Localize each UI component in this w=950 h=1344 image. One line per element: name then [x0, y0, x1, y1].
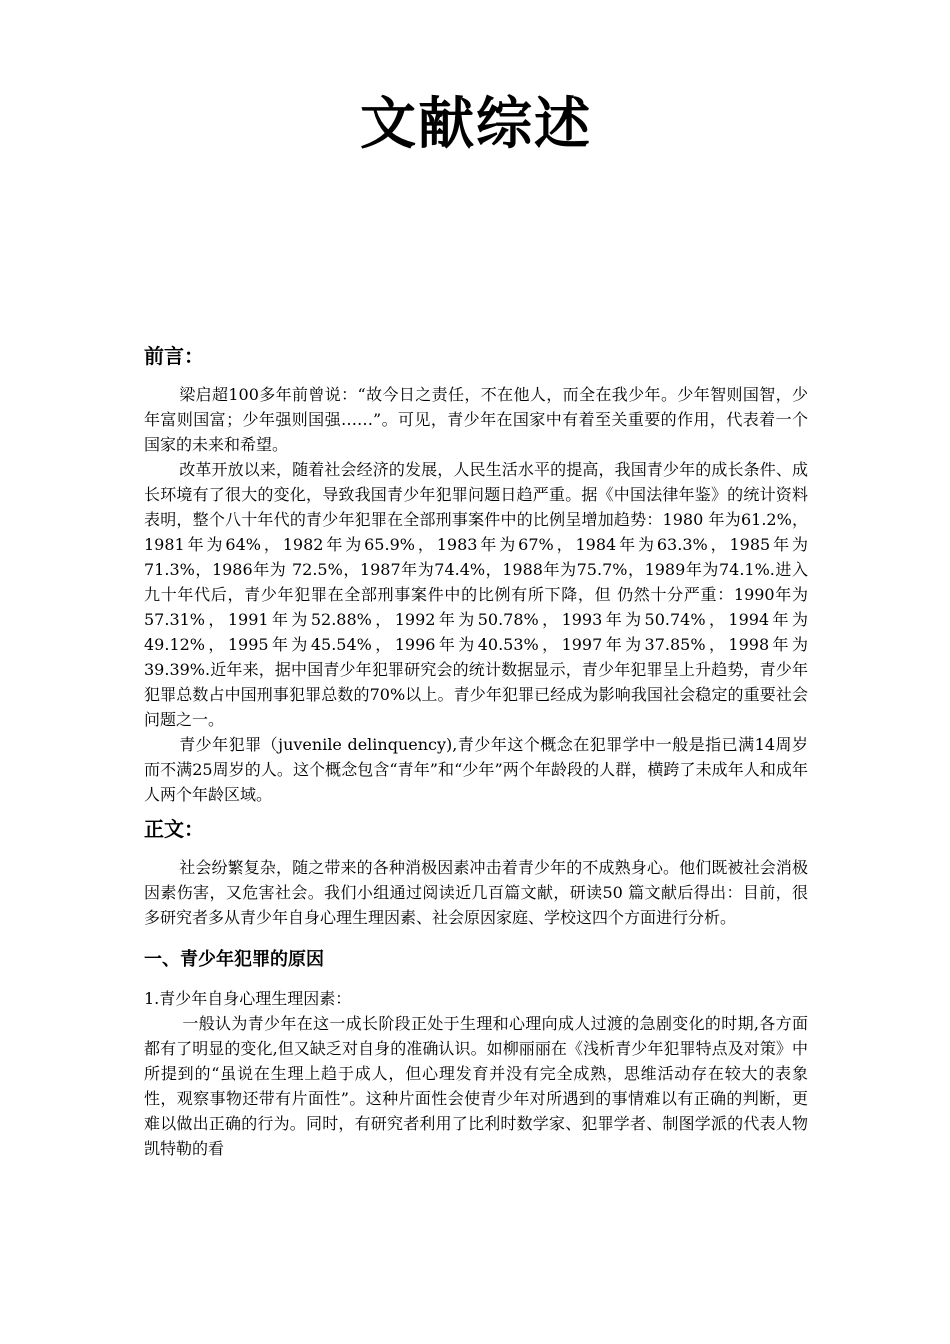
preface-paragraph-3: 青少年犯罪（juvenile delinquency),青少年这个概念在犯罪学中一般是指已满14周岁而不满25周岁的人。这个概念包含“青年”和“少年”两个年龄段的人群，横跨了未成年人和成年人两个年龄区域。 — [144, 735, 808, 804]
spacer — [144, 372, 808, 382]
spacer — [144, 976, 808, 986]
spacer — [144, 930, 808, 944]
causes-item-1-text: 一般认为青少年在这一成长阶段正处于生理和心理向成人过渡的急剧变化的时期,各方面都有了明显的变化,但又缺乏对自身的准确认识。如柳丽丽在《浅析青少年犯罪特点及对策》中所提到的“虽说在生理上趋于成人，但心理发育并没有完全成熟，思维活动存在较大的表象性，观察事物还带有片面性”。这种片面性会使青少年对所遇到的事情难以有正确的判断，更难以做出正确的行为。同时，有研究者利用了比利时数学家、犯罪学者、制图学派的代表人物凯特勒的看 — [144, 1014, 808, 1158]
preface-paragraph-1: 梁启超100多年前曾说：“故今日之责任，不在他人，而全在我少年。少年智则国智，少年富则国富；少年强则国强……”。可见，青少年在国家中有着至关重要的作用，代表着一个国家的未来和希望。 — [144, 385, 808, 454]
causes-item-1-label: 1.青少年自身心理生理因素： — [144, 989, 352, 1008]
spacer — [144, 845, 808, 855]
preface-heading: 前言： — [144, 344, 204, 368]
preface-paragraph-2: 改革开放以来，随着社会经济的发展，人民生活水平的提高，我国青少年的成长条件、成长环境有了很大的变化，导致我国青少年犯罪问题日趋严重。据《中国法律年鉴》的统计资料表明，整个八十年代的青少年犯罪在全部刑事案件中的比例呈增加趋势：1980 年为61.2%，1981年为64%，1982年为65.9%，1983年为67%，1984年为63.3%，1985年为71.3%，1986年为 72.5%，1987年为74.4%，1988年为75.7%，1989年为74.1%.进入九十年代后，青少年犯罪在全部刑事案件中的比例有所下降，但 仍然十分严重：1990年为57.31%，1991年为52.88%，1992年为50.78%，1993年为50.74%，1994年为 49.12%，1995年为45.54%，1996年为40.53%，1997年为37.85%，1998年为39.39%.近年来，据中国青少年犯罪研究会的统计数据显示，青少年犯罪呈上升趋势，青少年犯罪总数占中国刑事犯罪总数的70%以上。青少年犯罪已经成为影响我国社会稳定的重要社会问题之一。 — [144, 460, 808, 729]
document-title: 文献综述 — [360, 91, 592, 157]
causes-heading: 一、青少年犯罪的原因 — [144, 949, 324, 970]
main-paragraph-1: 社会纷繁复杂，随之带来的各种消极因素冲击着青少年的不成熟身心。他们既被社会消极因素伤害，又危害社会。我们小组通过阅读近几百篇文献，研读50 篇文献后得出：目前，很多研究者多从青少年自身心理生理因素、社会原因家庭、学校这四个方面进行分析。 — [144, 858, 808, 927]
main-text-heading: 正文： — [144, 817, 204, 841]
document-body — [144, 340, 808, 1161]
